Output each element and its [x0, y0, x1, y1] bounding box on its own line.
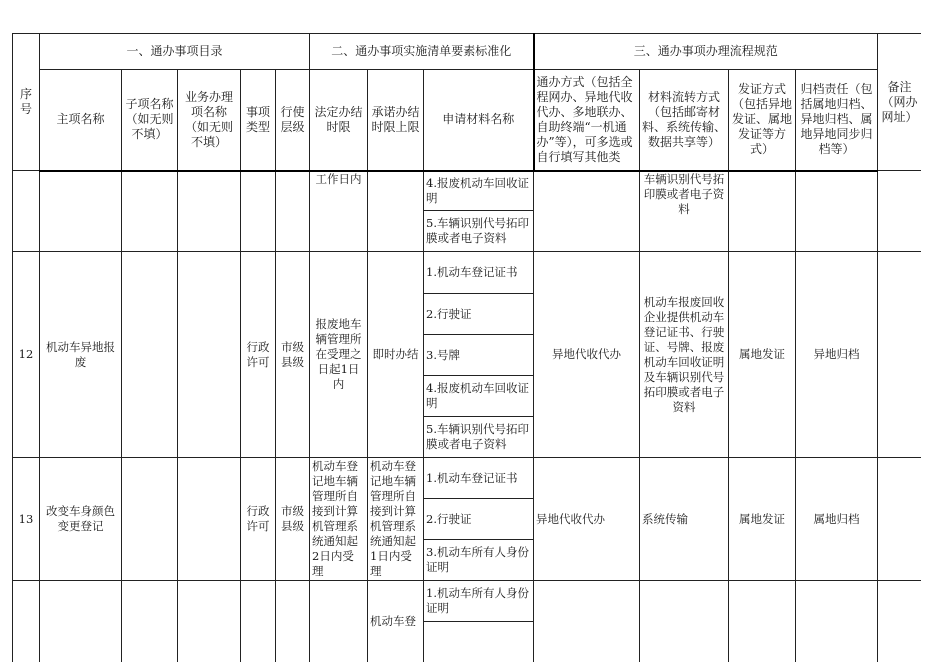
header-level: 行使层级 [276, 70, 310, 171]
header-flow: 材料流转方式（包括邮寄材料、系统传输、数据共享等） [640, 70, 729, 171]
cell-material: 5.车辆识别代号拓印膜或者电子资料 [424, 417, 534, 458]
header-group-row [13, 34, 922, 70]
cell-issue: 属地发证 [729, 252, 796, 458]
cell-main-name: 机动车异地报废 [40, 252, 122, 458]
cell-legal-limit: 报废地车辆管理所在受理之日起1日内 [310, 252, 368, 458]
cell-legal-limit: 工作日内 [310, 171, 368, 252]
cell-level: 市级县级 [276, 458, 310, 581]
cell-flow: 车辆识别代号拓印膜或者电子资料 [640, 171, 729, 252]
cell-item-type: 行政许可 [241, 252, 276, 458]
cell-legal-limit: 机动车登记地车辆管理所自接到计算机管理系统通知起2日内受理 [310, 458, 368, 581]
header-column-row [13, 70, 922, 171]
header-biz-name: 业务办理项名称（如无则不填） [178, 70, 241, 171]
cell-material: 2.行驶证 [424, 294, 534, 335]
cell-promise-limit: 机动车登记地车辆管理所自接到计算机管理系统通知起1日内受理 [368, 458, 424, 581]
header-legal-limit: 法定办结时限 [310, 70, 368, 171]
header-sub-name: 子项名称（如无则不填） [122, 70, 178, 171]
cell-promise-limit: 机动车登 [368, 581, 424, 662]
header-item-type: 事项类型 [241, 70, 276, 171]
header-group-standard: 二、通办事项实施清单要素标准化 [310, 34, 534, 70]
services-table [12, 33, 921, 662]
cell-material: 1.机动车登记证书 [424, 252, 534, 294]
cell-material: 4.报废机动车回收证明 [424, 376, 534, 417]
cell-item-type: 行政许可 [241, 458, 276, 581]
cell-material: 3.机动车所有人身份证明 [424, 540, 534, 581]
cell-seq: 12 [13, 252, 40, 458]
cell-flow: 系统传输 [640, 458, 729, 581]
cell-method: 异地代收代办 [534, 458, 640, 581]
cell-level: 市级县级 [276, 252, 310, 458]
header-main-name: 主项名称 [40, 70, 122, 171]
header-materials: 申请材料名称 [424, 70, 534, 171]
cell-archive: 属地归档 [796, 458, 878, 581]
cell-material: 3.号牌 [424, 335, 534, 376]
spreadsheet [12, 33, 921, 662]
table-row-14 [13, 581, 922, 622]
cell-issue: 属地发证 [729, 458, 796, 581]
cell-promise-limit: 即时办结 [368, 252, 424, 458]
header-issue: 发证方式（包括异地发证、属地发证等方式） [729, 70, 796, 171]
cell-material: 1.机动车所有人身份证明 [424, 581, 534, 622]
header-remark: 备注（网办网址） [878, 34, 921, 171]
cell-main-name: 改变车身颜色变更登记 [40, 458, 122, 581]
cell-flow: 机动车报废回收企业提供机动车登记证书、行驶证、号牌、报废机动车回收证明及车辆识别代号拓印膜或者电子资料 [640, 252, 729, 458]
header-group-catalog: 一、通办事项目录 [40, 34, 310, 70]
header-promise-limit: 承诺办结时限上限 [368, 70, 424, 171]
table-row [13, 171, 922, 211]
table-row-12 [13, 252, 922, 294]
cell-seq: 13 [13, 458, 40, 581]
cell-archive: 异地归档 [796, 252, 878, 458]
header-archive: 归档责任（包括属地归档、异地归档、属地异地同步归档等） [796, 70, 878, 171]
cell-material: 1.机动车登记证书 [424, 458, 534, 499]
header-seq: 序号 [13, 34, 40, 171]
cell-material: 2.行驶证 [424, 499, 534, 540]
table-row-13 [13, 458, 922, 499]
header-method: 通办方式（包括全程网办、异地代收代办、多地联办、自助终端“一机通办”等），可多选或自行填写其他类 [534, 70, 640, 171]
cell-material: 4.报废机动车回收证明 [424, 171, 534, 211]
header-group-process: 三、通办事项办理流程规范 [534, 34, 878, 70]
cell-method: 异地代收代办 [534, 252, 640, 458]
cell-material: 5.车辆识别代号拓印膜或者电子资料 [424, 211, 534, 252]
